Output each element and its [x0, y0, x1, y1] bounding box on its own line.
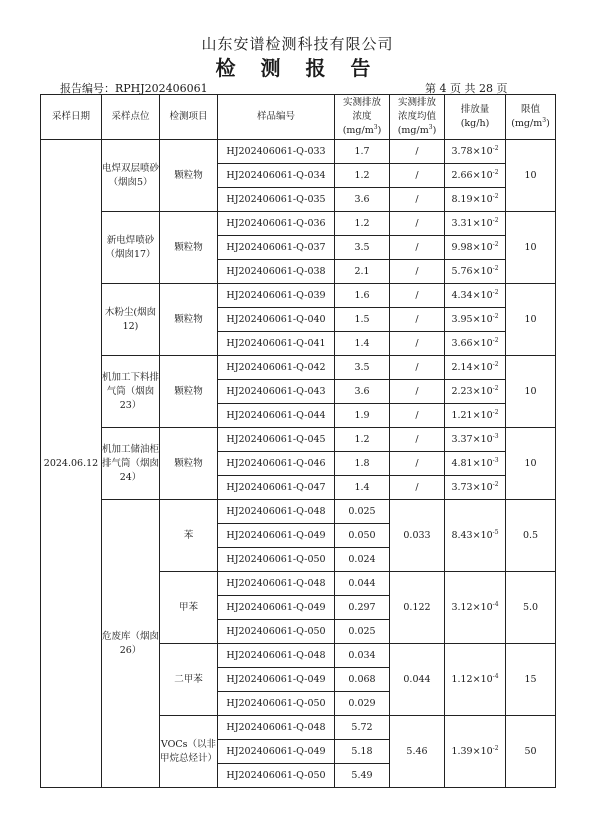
concentration-cell: 5.18	[335, 740, 390, 764]
sample-id-cell: HJ202406061-Q-048	[218, 716, 335, 740]
average-cell: /	[390, 476, 445, 500]
limit-cell: 10	[506, 140, 556, 212]
emission-rate-cell: $1.12\times 10^{-4}$	[445, 644, 506, 716]
average-cell: /	[390, 308, 445, 332]
emission-rate-cell: $3.78\times 10^{-2}$	[445, 140, 506, 164]
concentration-cell: 3.6	[335, 380, 390, 404]
col-limit: 限值 $(mg/m^3)$	[506, 95, 556, 140]
average-cell: /	[390, 380, 445, 404]
test-item-cell: 二甲苯	[160, 644, 218, 716]
sample-id-cell: HJ202406061-Q-049	[218, 740, 335, 764]
emission-rate-cell: $3.37\times 10^{-3}$	[445, 428, 506, 452]
emission-rate-cell: $3.95\times 10^{-2}$	[445, 308, 506, 332]
average-cell: /	[390, 236, 445, 260]
sample-id-cell: HJ202406061-Q-049	[218, 668, 335, 692]
sample-id-cell: HJ202406061-Q-041	[218, 332, 335, 356]
results-table	[40, 94, 556, 788]
concentration-cell: 1.7	[335, 140, 390, 164]
col-point: 采样点位	[102, 95, 160, 140]
sampling-point-cell: 木粉尘(烟囱12)	[102, 284, 160, 356]
concentration-cell: 1.5	[335, 308, 390, 332]
test-item-cell: 颗粒物	[160, 428, 218, 500]
limit-cell: 10	[506, 284, 556, 356]
table-row	[41, 212, 556, 236]
average-cell: /	[390, 260, 445, 284]
average-cell: 5.46	[390, 716, 445, 788]
table-row	[41, 428, 556, 452]
emission-rate-cell: $2.14\times 10^{-2}$	[445, 356, 506, 380]
sample-id-cell: HJ202406061-Q-036	[218, 212, 335, 236]
limit-cell: 15	[506, 644, 556, 716]
concentration-cell: 3.5	[335, 356, 390, 380]
emission-rate-cell: $8.43\times 10^{-5}$	[445, 500, 506, 572]
concentration-cell: 0.029	[335, 692, 390, 716]
sample-id-cell: HJ202406061-Q-049	[218, 596, 335, 620]
limit-cell: 10	[506, 356, 556, 428]
sampling-point-cell: 机加工储油柜排气筒（烟囱24）	[102, 428, 160, 500]
limit-cell: 0.5	[506, 500, 556, 572]
sample-id-cell: HJ202406061-Q-050	[218, 764, 335, 788]
limit-cell: 10	[506, 212, 556, 284]
emission-rate-cell: $9.98\times 10^{-2}$	[445, 236, 506, 260]
emission-rate-cell: $3.12\times 10^{-4}$	[445, 572, 506, 644]
test-item-cell: 颗粒物	[160, 140, 218, 212]
concentration-cell: 0.025	[335, 620, 390, 644]
sample-id-cell: HJ202406061-Q-045	[218, 428, 335, 452]
test-item-cell: 甲苯	[160, 572, 218, 644]
average-cell: /	[390, 164, 445, 188]
emission-rate-cell: $1.39\times 10^{-2}$	[445, 716, 506, 788]
concentration-cell: 1.9	[335, 404, 390, 428]
concentration-cell: 2.1	[335, 260, 390, 284]
sample-id-cell: HJ202406061-Q-049	[218, 524, 335, 548]
emission-rate-cell: $2.23\times 10^{-2}$	[445, 380, 506, 404]
report-number: 报告编号：RPHJ202406061	[60, 82, 208, 95]
limit-cell: 10	[506, 428, 556, 500]
average-cell: /	[390, 428, 445, 452]
sample-id-cell: HJ202406061-Q-050	[218, 620, 335, 644]
sample-id-cell: HJ202406061-Q-033	[218, 140, 335, 164]
concentration-cell: 5.72	[335, 716, 390, 740]
sample-id-cell: HJ202406061-Q-040	[218, 308, 335, 332]
test-item-cell: 颗粒物	[160, 212, 218, 284]
col-concentration: 实测排放 浓度 $(mg/m^3)$	[335, 95, 390, 140]
sampling-date-cell: 2024.06.12	[41, 140, 102, 788]
test-item-cell: 颗粒物	[160, 284, 218, 356]
average-cell: 0.044	[390, 644, 445, 716]
sample-id-cell: HJ202406061-Q-039	[218, 284, 335, 308]
concentration-cell: 0.050	[335, 524, 390, 548]
sampling-point-cell: 机加工下料排气筒（烟囱23）	[102, 356, 160, 428]
sample-id-cell: HJ202406061-Q-046	[218, 452, 335, 476]
concentration-cell: 0.024	[335, 548, 390, 572]
sampling-point-cell: 新电焊喷砂（烟囱17）	[102, 212, 160, 284]
average-cell: /	[390, 356, 445, 380]
emission-rate-cell: $4.81\times 10^{-3}$	[445, 452, 506, 476]
concentration-cell: 1.6	[335, 284, 390, 308]
sample-id-cell: HJ202406061-Q-037	[218, 236, 335, 260]
test-item-cell: 颗粒物	[160, 356, 218, 428]
concentration-cell: 0.034	[335, 644, 390, 668]
table-header-row	[41, 95, 556, 140]
average-cell: /	[390, 212, 445, 236]
emission-rate-cell: $3.73\times 10^{-2}$	[445, 476, 506, 500]
sample-id-cell: HJ202406061-Q-043	[218, 380, 335, 404]
document-title: 检 测 报 告	[215, 56, 380, 80]
average-cell: 0.122	[390, 572, 445, 644]
emission-rate-cell: $5.76\times 10^{-2}$	[445, 260, 506, 284]
emission-rate-cell: $1.21\times 10^{-2}$	[445, 404, 506, 428]
concentration-cell: 3.5	[335, 236, 390, 260]
concentration-cell: 0.297	[335, 596, 390, 620]
sample-id-cell: HJ202406061-Q-044	[218, 404, 335, 428]
concentration-cell: 3.6	[335, 188, 390, 212]
average-cell: /	[390, 452, 445, 476]
table-row	[41, 356, 556, 380]
test-item-cell: VOCs（以非甲烷总烃计）	[160, 716, 218, 788]
sample-id-cell: HJ202406061-Q-047	[218, 476, 335, 500]
average-cell: /	[390, 404, 445, 428]
table-row	[41, 140, 556, 164]
sample-id-cell: HJ202406061-Q-048	[218, 500, 335, 524]
sampling-point-cell: 危废库（烟囱26）	[102, 500, 160, 788]
emission-rate-cell: $3.66\times 10^{-2}$	[445, 332, 506, 356]
col-average: 实测排放 浓度均值 $(mg/m^3)$	[390, 95, 445, 140]
sample-id-cell: HJ202406061-Q-050	[218, 692, 335, 716]
sample-id-cell: HJ202406061-Q-034	[218, 164, 335, 188]
sampling-point-cell: 电焊双层喷砂（烟囱5）	[102, 140, 160, 212]
average-cell: /	[390, 284, 445, 308]
average-cell: /	[390, 332, 445, 356]
concentration-cell: 1.2	[335, 212, 390, 236]
col-date: 采样日期	[41, 95, 102, 140]
table-row	[41, 500, 556, 524]
concentration-cell: 5.49	[335, 764, 390, 788]
sample-id-cell: HJ202406061-Q-035	[218, 188, 335, 212]
col-emission-rate: 排放量 (kg/h)	[445, 95, 506, 140]
average-cell: /	[390, 188, 445, 212]
sample-id-cell: HJ202406061-Q-048	[218, 644, 335, 668]
average-cell: 0.033	[390, 500, 445, 572]
test-item-cell: 苯	[160, 500, 218, 572]
company-name: 山东安谱检测科技有限公司	[201, 35, 394, 53]
emission-rate-cell: $2.66\times 10^{-2}$	[445, 164, 506, 188]
concentration-cell: 0.025	[335, 500, 390, 524]
concentration-cell: 1.8	[335, 452, 390, 476]
concentration-cell: 0.044	[335, 572, 390, 596]
sample-id-cell: HJ202406061-Q-038	[218, 260, 335, 284]
emission-rate-cell: $8.19\times 10^{-2}$	[445, 188, 506, 212]
limit-cell: 5.0	[506, 572, 556, 644]
concentration-cell: 1.2	[335, 164, 390, 188]
sample-id-cell: HJ202406061-Q-042	[218, 356, 335, 380]
concentration-cell: 1.4	[335, 332, 390, 356]
page-number: 第 4 页 共 28 页	[425, 82, 508, 95]
col-item: 检测项目	[160, 95, 218, 140]
concentration-cell: 1.2	[335, 428, 390, 452]
table-row	[41, 284, 556, 308]
concentration-cell: 1.4	[335, 476, 390, 500]
col-sample: 样品编号	[218, 95, 335, 140]
emission-rate-cell: $4.34\times 10^{-2}$	[445, 284, 506, 308]
limit-cell: 50	[506, 716, 556, 788]
average-cell: /	[390, 140, 445, 164]
concentration-cell: 0.068	[335, 668, 390, 692]
sample-id-cell: HJ202406061-Q-050	[218, 548, 335, 572]
sample-id-cell: HJ202406061-Q-048	[218, 572, 335, 596]
emission-rate-cell: $3.31\times 10^{-2}$	[445, 212, 506, 236]
